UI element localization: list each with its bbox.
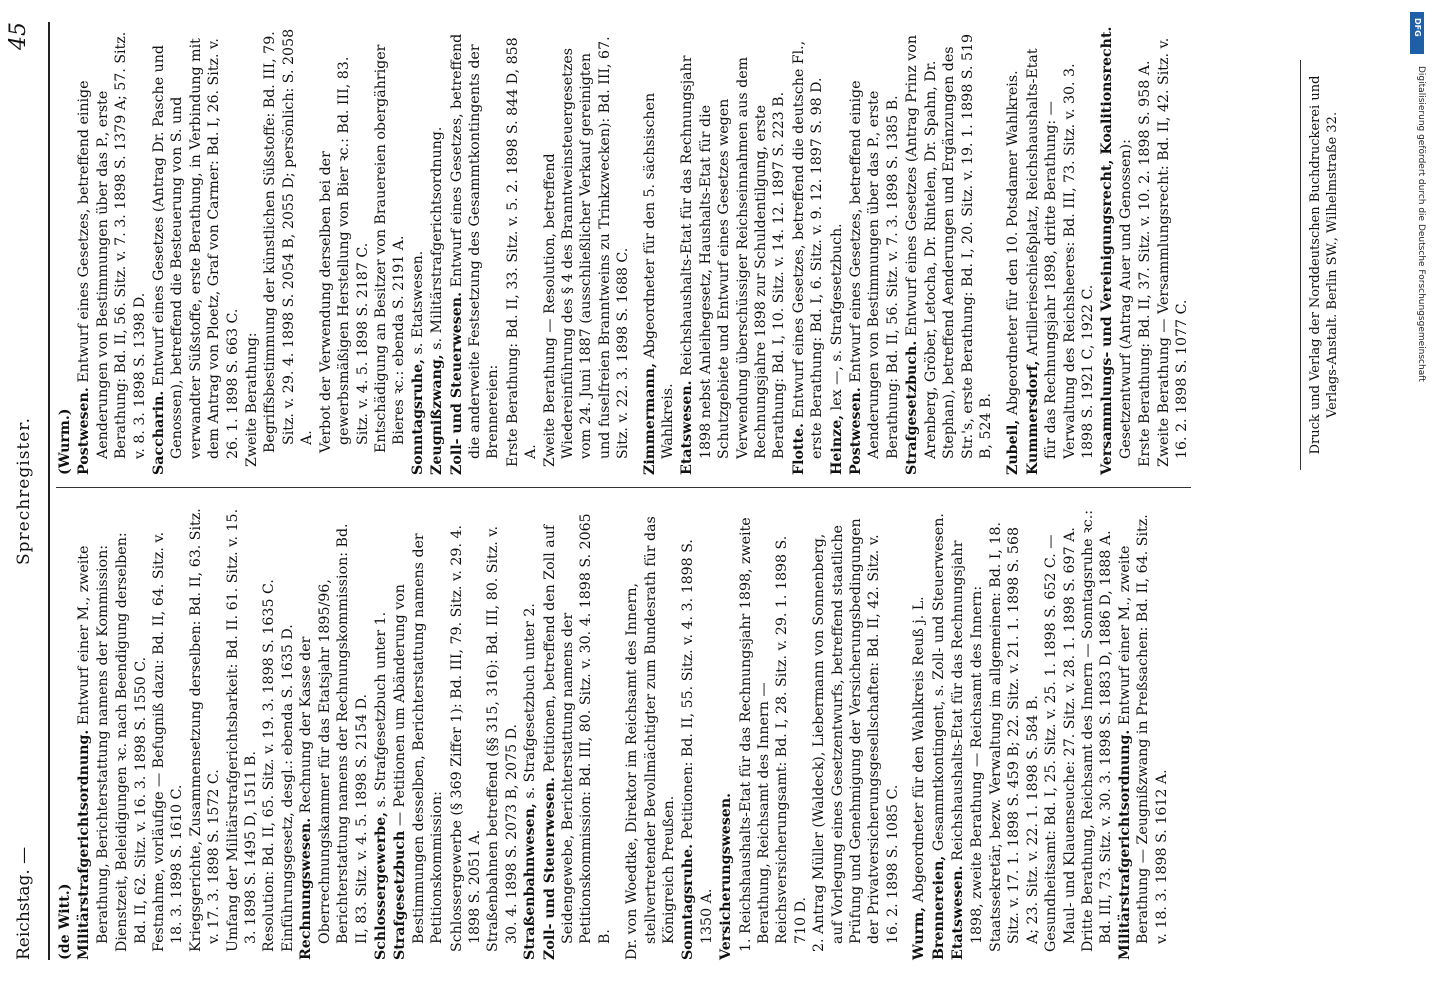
index-subsubentry: Verbot der Verwendung derselben bei der gewerbsmäßigen Herstellung von Bier ꝛc.: Bd. III, 83. Sitz. v. 4. 5. 1898 S. 2187 C. [317,56,371,453]
index-entry [75,508,112,960]
header-title: Sprechregister. [14,417,34,565]
index-entry [930,508,948,960]
entry-text: Abgeordneter für den 5. sächsischen Wahlkreis. [641,92,676,459]
index-subsubentry: Begriffsbestimmung der künstlichen Süßstoffe: Bd. III, 79. Sitz. v. 29. 4. 1898 S. 2054 B, 2055 D; persönlich: S. 2058 A. [262,28,316,453]
index-entry [297,508,371,960]
entry-keyword: Brennereien, [930,855,947,960]
index-plain-entry: Dr. von Woedtke, Direktor im Reichsamt des Innern, stellvertretender Bevollmächtigter zum Bundesrath für das Königreich Preußen. [624,516,677,960]
header-left: Reichstag. — [14,846,34,960]
entry-keyword: Versammlungs- und Vereinigungsrecht, Koalitionsrecht. [1099,26,1116,475]
index-subentry: Staatssekretär, bezw. Verwaltung im allgemeinen: Bd. I, 18. Sitz. v. 17. 1. 1898 S. 459 B; 22. Sitz. v. 21. 1. 1898 S. 568 A; 23. Sitz. v. 22. 1. 1898 S. 584 B. [987,521,1041,952]
index-entry [541,508,615,960]
entry-keyword: Flotte. [790,423,807,475]
index-subentry: Schlossergewerbe (§ 369 Ziffer 1): Bd. III, 79. Sitz. v. 29. 4. 1898 S. 2051 A. [448,525,483,952]
dfg-logo: DFG [1410,12,1424,54]
index-subentry: 2. Antrag Müller (Waldeck), Liebermann von Sonnenberg, auf Vorlegung eines Gesetzentwurfs, betreffend staatliche Prüfung und Genehmigung der Versicherungsbedingungen der Privatversicherungsgesellschaften: Bd. II, 42. Sitz. v. 16. 2. 1898 S. 1085 C. [811,518,901,952]
entry-text: lex —, s. Strafgesetzbuch. [828,223,845,415]
index-subentry: Festnahme, vorläufige — Befugniß dazu: Bd. II, 64. Sitz. v. 18. 3. 1898 S. 1610 C. [151,531,186,952]
entry-keyword: Zimmermann, [641,362,658,475]
index-subentry: Zweite Berathung — Resolution, betreffend Wiedereinführung des § 4 des Branntweinsteuergesetzes vom 24. Juni 1887 (ausschließlicher Verkauf gereinigten und fuselfreien Branntweins zu Trinkzwecken): Bd. III, 67. Sitz. v. 22. 3. 1898 S. 1688 C. [541,36,632,467]
section-gap [996,23,1004,475]
entry-keyword: Zeugnißzwang, [429,354,446,475]
index-subentry: Erste Berathung: Bd. II, 33. Sitz. v. 5. 2. 1898 S. 844 D, 858 A. [504,37,540,467]
entry-keyword: Sonntagsruhe. [680,843,697,960]
header-rule [48,22,50,960]
column-right [56,23,1191,488]
index-entry [641,23,678,475]
continued-heading: (Wurm.) [57,408,73,475]
entry-keyword: Zoll- und Steuerwesen. [541,776,558,960]
entry-text: Abgeordneter für den Wahlkreis Reuß j. L. [911,596,928,907]
entry-keyword: Zubeil, [1005,419,1022,475]
index-subentry: Zweite Berathung: [244,332,261,467]
imprint-footer: Druck und Verlag der Norddeutschen Buchdruckerei und Verlags-Anstalt. Berlin SW., Wilhelmstraße 32. [1300,60,1341,470]
entry-keyword: Zoll- und Steuerwesen. [448,291,465,475]
index-entry [409,23,427,475]
entry-keyword: Postwesen. [848,387,865,475]
entry-text: Reichshaushalts-Etat für das Rechnungsjahr 1898 nebst Anleihegesetz, Haushalts-Etat für die Schutzgebiete und Entwurf eines Gesetzes wegen Verwendung überschüssiger Reichseinnahmen aus dem Rechnungsjahre 1898 zur Schuldentilgung, erste Berathung: Bd. I, 10. Sitz. v. 14. 12. 1897 S. 223 B. [679,55,788,459]
entry-keyword: Kummersdorf, [1024,360,1041,475]
entry-text: Reichshaushalts-Etat für das Rechnungsjahr 1898, zweite Berathung — Reichsamt des Innern: [950,540,985,944]
index-entry [717,508,735,960]
entry-keyword: Etatswesen. [950,865,967,960]
section-gap [615,508,623,960]
index-entry [521,508,539,960]
entry-text: s. Etatswesen. [409,250,426,359]
entry-keyword: Militärstrafgerichtsordnung. [76,729,93,960]
index-subentry: Erste Berathung: Bd. II, 37. Sitz. v. 10. 2. 1898 S. 958 A. [1137,60,1154,467]
entry-text: Petitionen: Bd. II, 55. Sitz. v. 4. 3. 1898 S. 1350 A. [680,539,715,944]
index-subentry: Umfang der Militärstrafgerichtsbarkeit: Bd. II. 61. Sitz. v. 15. 3. 1898 S. 1495 D, 1511 B. [224,508,260,952]
index-entry [428,23,446,475]
entry-text: — Petitionen um Abänderung von Bestimmungen desselben, Berichterstattung namens der Petitionskommission: [392,533,446,944]
entry-text: s. Strafgesetzbuch unter 2. [522,603,539,804]
entry-keyword: Schlossergewerbe, [372,811,389,960]
index-entry [75,23,149,475]
entry-keyword: Saccharin. [151,390,168,475]
section-gap [633,23,641,475]
index-entry [372,508,390,960]
entry-text: s. Strafgesetzbuch unter 1. [372,611,389,812]
index-entry [910,508,928,960]
entry-keyword: Militärstrafgerichtsordnung. [1116,729,1133,960]
entry-keyword: Postwesen. [76,387,93,475]
index-entry [679,508,716,960]
index-subsubentry: Entschädigung an Besitzer von Brauereien obergähriger Bieres ꝛc.: ebenda S. 2191 A. [372,44,408,453]
index-entry [150,23,242,475]
index-entry [903,23,995,475]
column-left [56,508,1172,960]
index-subentry: Straßenbahnen betreffend (§§ 315, 316): Bd. III, 80. Sitz. v. 30. 4. 1898 S. 2073 B, 2075 D. [485,525,520,952]
index-subentry: Dienstzeit, Beleidigungen ꝛc. nach Beendigung derselben: Bd. II, 62. Sitz. v. 16. 3. 1898 S. 1550 C. [114,532,149,952]
index-subentry: Resolution: Bd. II, 65. Sitz. v. 19. 3. 1898 S. 1635 C. [261,579,278,952]
index-subentry: Dritte Berathung, Reichsamt des Innern — Sonntagsruhe ꝛc.: Bd. III, 73. Sitz. v. 30. 3. 1898 S. 1883 D, 1886 D, 1888 A. [1079,509,1115,952]
entry-text: Entwurf eines Gesetzes, betreffend die anderweite Festsetzung des Gesammtkontingents der Brennereien: [448,33,502,459]
entry-text: Entwurf eines Gesetzes (Antrag Prinz von Arenberg, Gröber, Letocha, Dr. Rintelen, Dr. Spahn, Dr. Stephan), betreffend Aenderungen und Ergänzungen des Str.'s, erste Berathung: Bd. I, 20. Sitz. v. 19. 1. 1898 S. 519 B, 524 B. [904,33,994,459]
entry-text: Gesetzentwurf (Antrag Auer und Genossen): [1117,139,1134,459]
entry-text: Rechnung der Kasse der Oberrechnungskammer für das Etatsjahr 1895/96, Berichterstattung namens der Rechnungskommission: Bd. II, 83. Sitz. v. 4. 5. 1898 S. 2154 D. [298,523,370,944]
index-entry [828,23,846,475]
entry-keyword: Versicherungswesen. [718,792,735,960]
index-entry [678,23,788,475]
sidebar-strip [1404,6,1432,996]
entry-text: Gesammtkontingent, s. Zoll- und Steuerwesen. [930,513,947,856]
entry-keyword: Strafgesetzbuch. [904,340,921,475]
index-entry [391,508,446,960]
section-gap [902,508,910,960]
page-header [6,22,46,960]
index-entry [1098,23,1135,475]
index-entry [1116,508,1171,960]
page-number: 45 [6,22,31,50]
entry-keyword: Sonntagsruhe, [409,358,426,475]
entry-keyword: Heinze, [828,414,845,475]
index-entry [790,23,827,475]
index-entry [847,23,902,475]
index-entry [949,508,986,960]
entry-text: Entwurf einer M., zweite Berathung — Zeugnißzwang in Preßsachen: Bd. II, 64. Sitz. v. 18. 3. 1898 S. 1612 A. [1116,514,1170,944]
entry-keyword: Wurm, [911,906,928,960]
entry-text: Artillerieschießplatz, Reichshaushalts-Etat für das Rechnungsjahr 1898, dritte Berathung: — Verwaltung des Reichsheeres: Bd. III, 73. Sitz. v. 30. 3. 1898 S. 1921 C, 1922 C. [1024,48,1096,459]
entry-text: s. Militärstrafgerichtsordnung. [429,126,446,355]
index-entry [448,23,503,475]
entry-keyword: Rechnungswesen. [298,817,315,960]
entry-text: Entwurf eines Gesetzes, betreffend einige Aenderungen von Bestimmungen über das P., erste Berathung: Bd. II, 56. Sitz. v. 7. 3. 1898 S. 1379 A; 57. Sitz. v. 8. 3. 1898 S. 1398 D. [76,31,148,459]
entry-text: Entwurf eines Gesetzes (Antrag Dr. Pasche und Genossen), betreffend die Besteuerung von S. und verwandter Süßstoffe, erste Berathung, in Verbindung mit dem Antrag von Ploetz, Graf von Carmer: Bd. I, 26. Sitz. v. 26. 1. 1898 S. 663 C. [151,38,241,459]
index-entry [1024,23,1098,475]
index-subentry: Kriegsgerichte, Zusammensetzung derselben: Bd. II, 63. Sitz. v. 17. 3. 1898 S. 1572 C. [187,508,223,952]
index-subentry: Einführungsgesetz, desgl.: ebenda S. 1635 D. [279,624,296,952]
entry-text: Abgeordneter für den 10. Potsdamer Wahlkreis. [1005,70,1022,420]
entry-text: Entwurf eines Gesetzes, betreffend die deutsche Fl., erste Berathung: Bd. I, 6. Sitz. v. 9. 12. 1897 S. 98 D. [790,40,826,459]
index-subentry: Zweite Berathung — Versammlungsrecht: Bd. II, 42. Sitz. v. 16. 2. 1898 S. 1077 C. [1155,37,1190,467]
index-entry [1004,23,1022,475]
entry-keyword: Etatswesen. [679,380,696,475]
index-subentry: 1. Reichshaushalts-Etat für das Rechnungsjahr 1898, zweite Berathung, Reichsamt des Innern — Reichsversicherungsamt: Bd. I, 28. Sitz. v. 29. 1. 1898 S. 710 D. [737,517,809,952]
continued-heading: (de Witt.) [57,883,73,960]
entry-text: Entwurf eines Gesetzes, betreffend einige Aenderungen von Bestimmungen über das P., erste Berathung: Bd. II, 56. Sitz. v. 7. 3. 1898 S. 1385 B. [848,80,901,459]
index-subentry: Gesundheitsamt: Bd. I, 25. Sitz. v. 25. 1. 1898 S. 652 C. — Maul- und Klauenseuche: 27. Sitz. v. 28. 1. 1898 S. 697 A. [1043,527,1078,952]
entry-text: Petitionen, betreffend den Zoll auf Seidengewebe, Berichterstattung namens der Petitionskommission: Bd. III, 80. Sitz. v. 30. 4. 1898 S. 2065 B. [541,513,613,944]
entry-text: Entwurf einer M., zweite Berathung, Berichterstattung namens der Kommission: [76,545,111,944]
entry-keyword: Straßenbahnwesen, [522,803,539,960]
sidebar-credit: Digitalisierung gefördert durch die Deutsche Forschungsgemeinschaft [1416,66,1426,382]
entry-keyword: Strafgesetzbuch [392,830,409,960]
